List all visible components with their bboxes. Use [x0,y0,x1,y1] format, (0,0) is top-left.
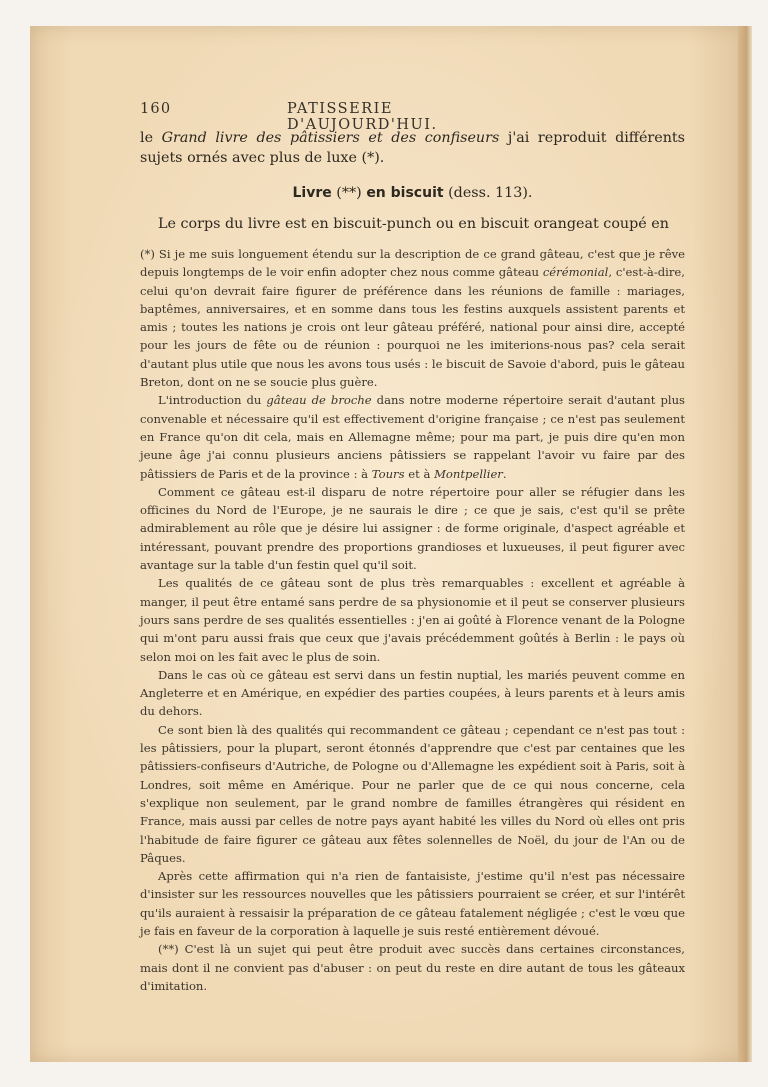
body-paragraph: Le corps du livre est en biscuit-punch ou en biscuit orangeat coupé en [158,216,669,232]
footnote-1-para-4: Les qualités de ce gâteau sont de plus très remarquables : excellent et agréable à manger, il peut être entamé sans perdre de sa physionomie et il peut se conserver plusieurs jours sans perdre de ses qualités essentielles : j'en ai goûté à Florence venant de la Pologne qui m'ont paru aussi frais que ceux que j'avais précédemment goûtés à Berlin : le pays où selon moi on les fait avec le plus de soin. [140,576,685,664]
intro-line [140,128,685,168]
footnote-1-para-1 [140,245,685,391]
running-title: PATISSERIE D'AUJOURD'HUI. [287,101,438,133]
fn1-p1-b: , c'est-à-dire, celui qu'on devrait faire figurer de préférence dans les réunions de famille : mariages, baptêmes, anniversaires, et en somme dans tous les festins auxquels assistent parents et amis ; toutes les nations je crois ont leur gâteau préféré, national pour ainsi dire, accepté pour les jours de fête ou de réunion : pourquoi ne les imiterions-nous pas? cela serait d'autant plus utile que nous les avons tous usés : le biscuit de Savoie d'abord, puis le gâteau Breton, dont on ne se soucie plus guère. [140,265,685,390]
intro-book-title: Grand livre des pâtissiers et des confiseurs [161,130,500,146]
fn1-p2-italic: gâteau de broche [266,393,372,408]
footnote-2: (**) C'est là un sujet qui peut être produit avec succès dans certaines circonstances, mais dont il ne convient pas d'abuser : on peut du reste en dire autant de tous les gâteaux d'imitation. [140,942,685,993]
footnote-1-para-5: Dans le cas où ce gâteau est servi dans un festin nuptial, les mariés peuvent comme en Angleterre et en Amérique, en expédier des parties coupées, à leurs parents et à leurs amis du dehors. [140,667,685,719]
intro-text-b: j'ai reproduit différents sujets ornés avec plus de luxe (*). [140,130,686,166]
running-header [140,101,540,133]
section-heading [140,183,685,203]
fn1-p2-tours: Tours [371,466,405,481]
fn1-p1-a: (*) Si je me suis longuement étendu sur la description de ce grand gâteau, c'est que je rêve depuis longtemps de le voir enfin adopter chez nous comme gâteau [140,247,685,280]
page-edge [738,26,752,1062]
page-number: 160 [140,101,172,117]
fn1-p2-b: dans notre moderne répertoire serait d'autant plus convenable et nécessaire qu'il est effectivement d'origine française ; ce n'est pas seulement en France qu'on dit cela, mais en Allemagne même; pour ma part, je puis dire qu'en mon jeune âge j'ai connu plusieurs anciens pâtissiers se rappelant l'avoir vu faire par des pâtissiers de Paris et de la province : à [140,393,685,481]
fn1-p2-montpellier: Montpellier [434,466,503,481]
fn1-p1-italic: cérémonial [542,265,609,280]
fn1-p2-d: . [502,466,507,481]
intro-text-a: le [140,130,162,146]
fn1-p2-c: et à [404,466,435,481]
heading-biscuit: en biscuit [366,185,444,201]
footnote-1-para-6: Ce sont bien là des qualités qui recommandent ce gâteau ; cependant ce n'est pas tout : les pâtissiers, pour la plupart, seront étonnés d'apprendre que c'est par centaines que les pâtissiers-confiseurs d'Autriche, de Pologne ou d'Allemagne les expédient soit à Paris, soit à Londres, soit même en Amérique. Pour ne parler que de ce qui nous concerne, cela s'explique non seulement, par le grand nombre de familles étrangères qui résident en France, mais aussi par celles de notre pays ayant habité les villes du Nord où elles ont pris l'habitude de faire figurer ce gâteau aux fêtes solennelles de Noël, du jour de l'An ou de Pâques. [140,722,685,865]
footnotes [140,245,685,995]
footnote-1-para-3: Comment ce gâteau est-il disparu de notre répertoire pour aller se réfugier dans les officines du Nord de l'Europe, je ne saurais le dire ; ce que je sais, c'est qu'il se prête admirablement au rôle que je désire lui assigner : de forme originale, d'aspect agréable et intéressant, pouvant prendre des proportions grandioses et luxueuses, il peut figurer avec avantage sur la table d'un festin quel qu'il soit. [140,484,685,573]
heading-ref: (dess. 113). [443,185,533,201]
heading-livre: Livre [292,185,332,201]
fn1-p2-a: L'introduction du [158,393,267,408]
footnote-1-para-7: Après cette affirmation qui n'a rien de fantaisiste, j'estime qu'il n'est pas nécessaire d'insister sur les ressources nouvelles que les pâtissiers pourraient se créer, et sur l'intérêt qu'ils auraient à ressaisir la préparation de ce gâteau fatalement négligée ; c'est le vœu que je fais en faveur de la corporation à laquelle je suis resté entièrement dévoué. [140,869,685,938]
heading-mark: (**) [331,185,367,201]
footnote-1-para-2 [140,391,685,482]
